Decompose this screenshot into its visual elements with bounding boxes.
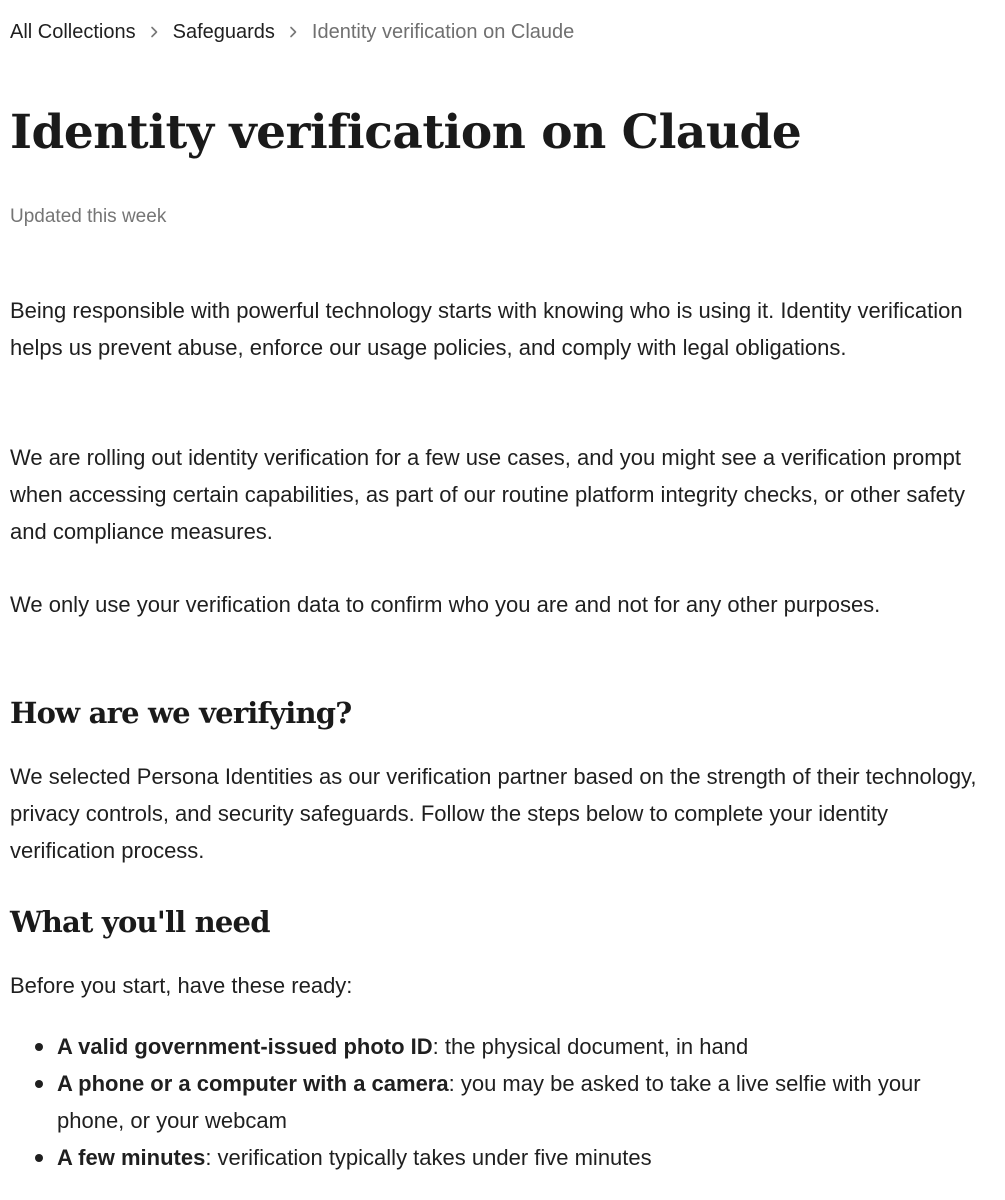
list-item-bold: A valid government-issued photo ID [57, 1034, 433, 1059]
list-item [10, 1028, 985, 1065]
data-use-paragraph: We only use your verification data to confirm who you are and not for any other purposes. [10, 592, 881, 617]
section-heading-need: What you'll need [10, 905, 270, 939]
rollout-paragraph: We are rolling out identity verification for a few use cases, and you might see a verification prompt when accessing certain capabilities, as part of our routine platform integrity checks, or other safety and compliance measures. [10, 445, 966, 544]
section-heading-verifying: How are we verifying? [10, 696, 352, 730]
bullet-icon [35, 1043, 43, 1051]
list-item [10, 1139, 985, 1176]
list-item-text: : the physical document, in hand [432, 1034, 749, 1059]
breadcrumb-all-collections[interactable]: All Collections [10, 21, 136, 43]
list-item-bold: A few minutes [57, 1145, 206, 1170]
list-item-text: : verification typically takes under five minutes [205, 1145, 652, 1170]
chevron-right-icon [136, 19, 173, 45]
breadcrumb [10, 19, 574, 45]
breadcrumb-safeguards[interactable]: Safeguards [172, 21, 275, 43]
verifying-paragraph: We selected Persona Identities as our verification partner based on the strength of their technology, privacy controls, and security safeguards. Follow the steps below to complete your identity verification process. [10, 764, 977, 863]
need-intro: Before you start, have these ready: [10, 973, 353, 998]
breadcrumb-current: Identity verification on Claude [311, 21, 575, 43]
bullet-icon [35, 1080, 43, 1088]
list-item-bold: A phone or a computer with a camera [57, 1071, 449, 1096]
updated-timestamp: Updated this week [10, 206, 167, 227]
page-title: Identity verification on Claude [10, 105, 802, 160]
chevron-right-icon [275, 19, 312, 45]
requirements-list [10, 1028, 985, 1176]
list-item [10, 1065, 985, 1139]
bullet-icon [35, 1154, 43, 1162]
list-item-text: : you may be asked to take a live selfie with your phone, or your webcam [57, 1071, 921, 1133]
intro-paragraph: Being responsible with powerful technology starts with knowing who is using it. Identity verification helps us prevent abuse, enforce our usage policies, and comply with legal obligations. [10, 298, 963, 360]
